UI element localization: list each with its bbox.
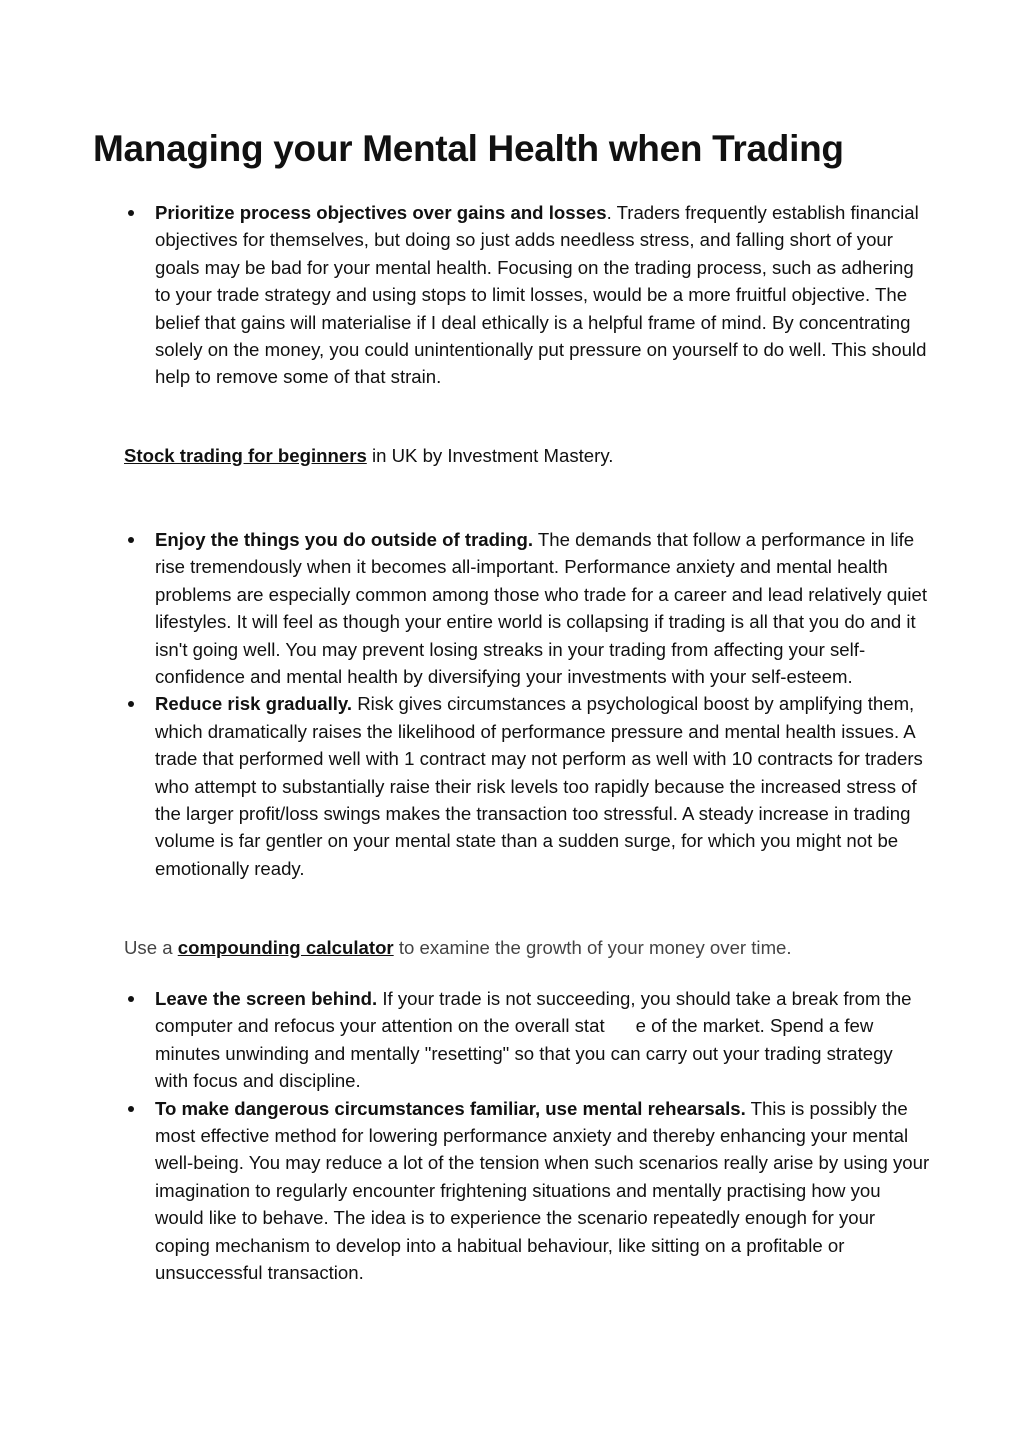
item-text: This is possibly the most effective method for lowering performance anxiety and thereby enhancing your mental well-being. You may reduce a lot of the tension when such scenarios really arise by using your imagination to regularly encounter frightening situations and mentally practising how you would like to behave. The idea is to experience the scenario repeatedly enough for your coping mechanism to develop into a habitual behaviour, like sitting on a profitable or unsuccessful transaction. [155, 1097, 930, 1284]
page-title: Managing your Mental Health when Trading [93, 128, 844, 169]
list-item [0, 985, 930, 1095]
item-text: . Traders frequently establish financial objectives for themselves, but doing so just adds needless stress, and falling short of your goals may be bad for your mental health. Focusing on the trading process, such as adhering to your trade strategy and using stops to limit losses, would be a more fruitful objective. The belief that gains will materialise if I deal ethically is a helpful frame of mind. By concentrating solely on the money, you could unintentionally put pressure on yourself to do well. This should help to remove some of that strain. [155, 202, 927, 388]
item-lead: Prioritize process objectives over gains and losses [155, 202, 607, 223]
stock-trading-link[interactable]: Stock trading for beginners [124, 445, 367, 466]
item-text: The demands that follow a performance in life rise tremendously when it becomes all-important. Performance anxiety and mental health problems are especially common among those who trade for a career and lead relatively quiet lifestyles. It will feel as though your entire world is collapsing if trading is all that you do and it isn't going well. You may prevent losing streaks in your trading from affecting your self-confidence and mental health by diversifying your investments with your self-esteem. [155, 529, 928, 688]
bullet-list-1 [0, 199, 930, 391]
bullet-list-3 [0, 985, 930, 1286]
list-item [0, 526, 930, 690]
item-lead: Reduce risk gradually. [155, 693, 353, 715]
compounding-calculator-link[interactable]: compounding calculator [177, 937, 394, 958]
promo-text-after: to examine the growth of your money over time. [393, 937, 792, 958]
bullet-icon [128, 1106, 134, 1112]
promo-paragraph-2 [124, 934, 792, 961]
item-lead: Enjoy the things you do outside of trading. [155, 529, 534, 550]
promo-text: in UK by Investment Mastery. [366, 445, 614, 466]
item-lead: To make dangerous circumstances familiar, use mental rehearsals. [155, 1097, 746, 1119]
promo-paragraph-1 [124, 442, 613, 469]
list-item [0, 690, 930, 882]
item-text: If your trade is not succeeding, you should take a break from the computer and refocus your attention on the overall stat e of the market. Spend a few minutes unwinding and mentally "resetting" so that you can carry out your trading strategy with focus and discipline. [155, 988, 917, 1092]
bullet-icon [128, 210, 134, 216]
bullet-icon [128, 996, 134, 1002]
bullet-list-2 [0, 526, 930, 882]
list-item [0, 1095, 930, 1287]
item-lead: Leave the screen behind. [155, 988, 378, 1009]
item-text: Risk gives circumstances a psychological boost by amplifying them, which dramatically raises the likelihood of performance pressure and mental health issues. A trade that performed well with 1 contract may not perform as well with 10 contracts for traders who attempt to substantially raise their risk levels too rapidly because the increased stress of the larger profit/loss swings makes the transaction too stressful. A steady increase in trading volume is far gentler on your mental state than a sudden surge, for which you might not be emotionally ready. [155, 693, 923, 879]
promo-text-before: Use a [124, 937, 178, 958]
bullet-icon [128, 701, 134, 707]
list-item [0, 199, 930, 391]
bullet-icon [128, 537, 134, 543]
